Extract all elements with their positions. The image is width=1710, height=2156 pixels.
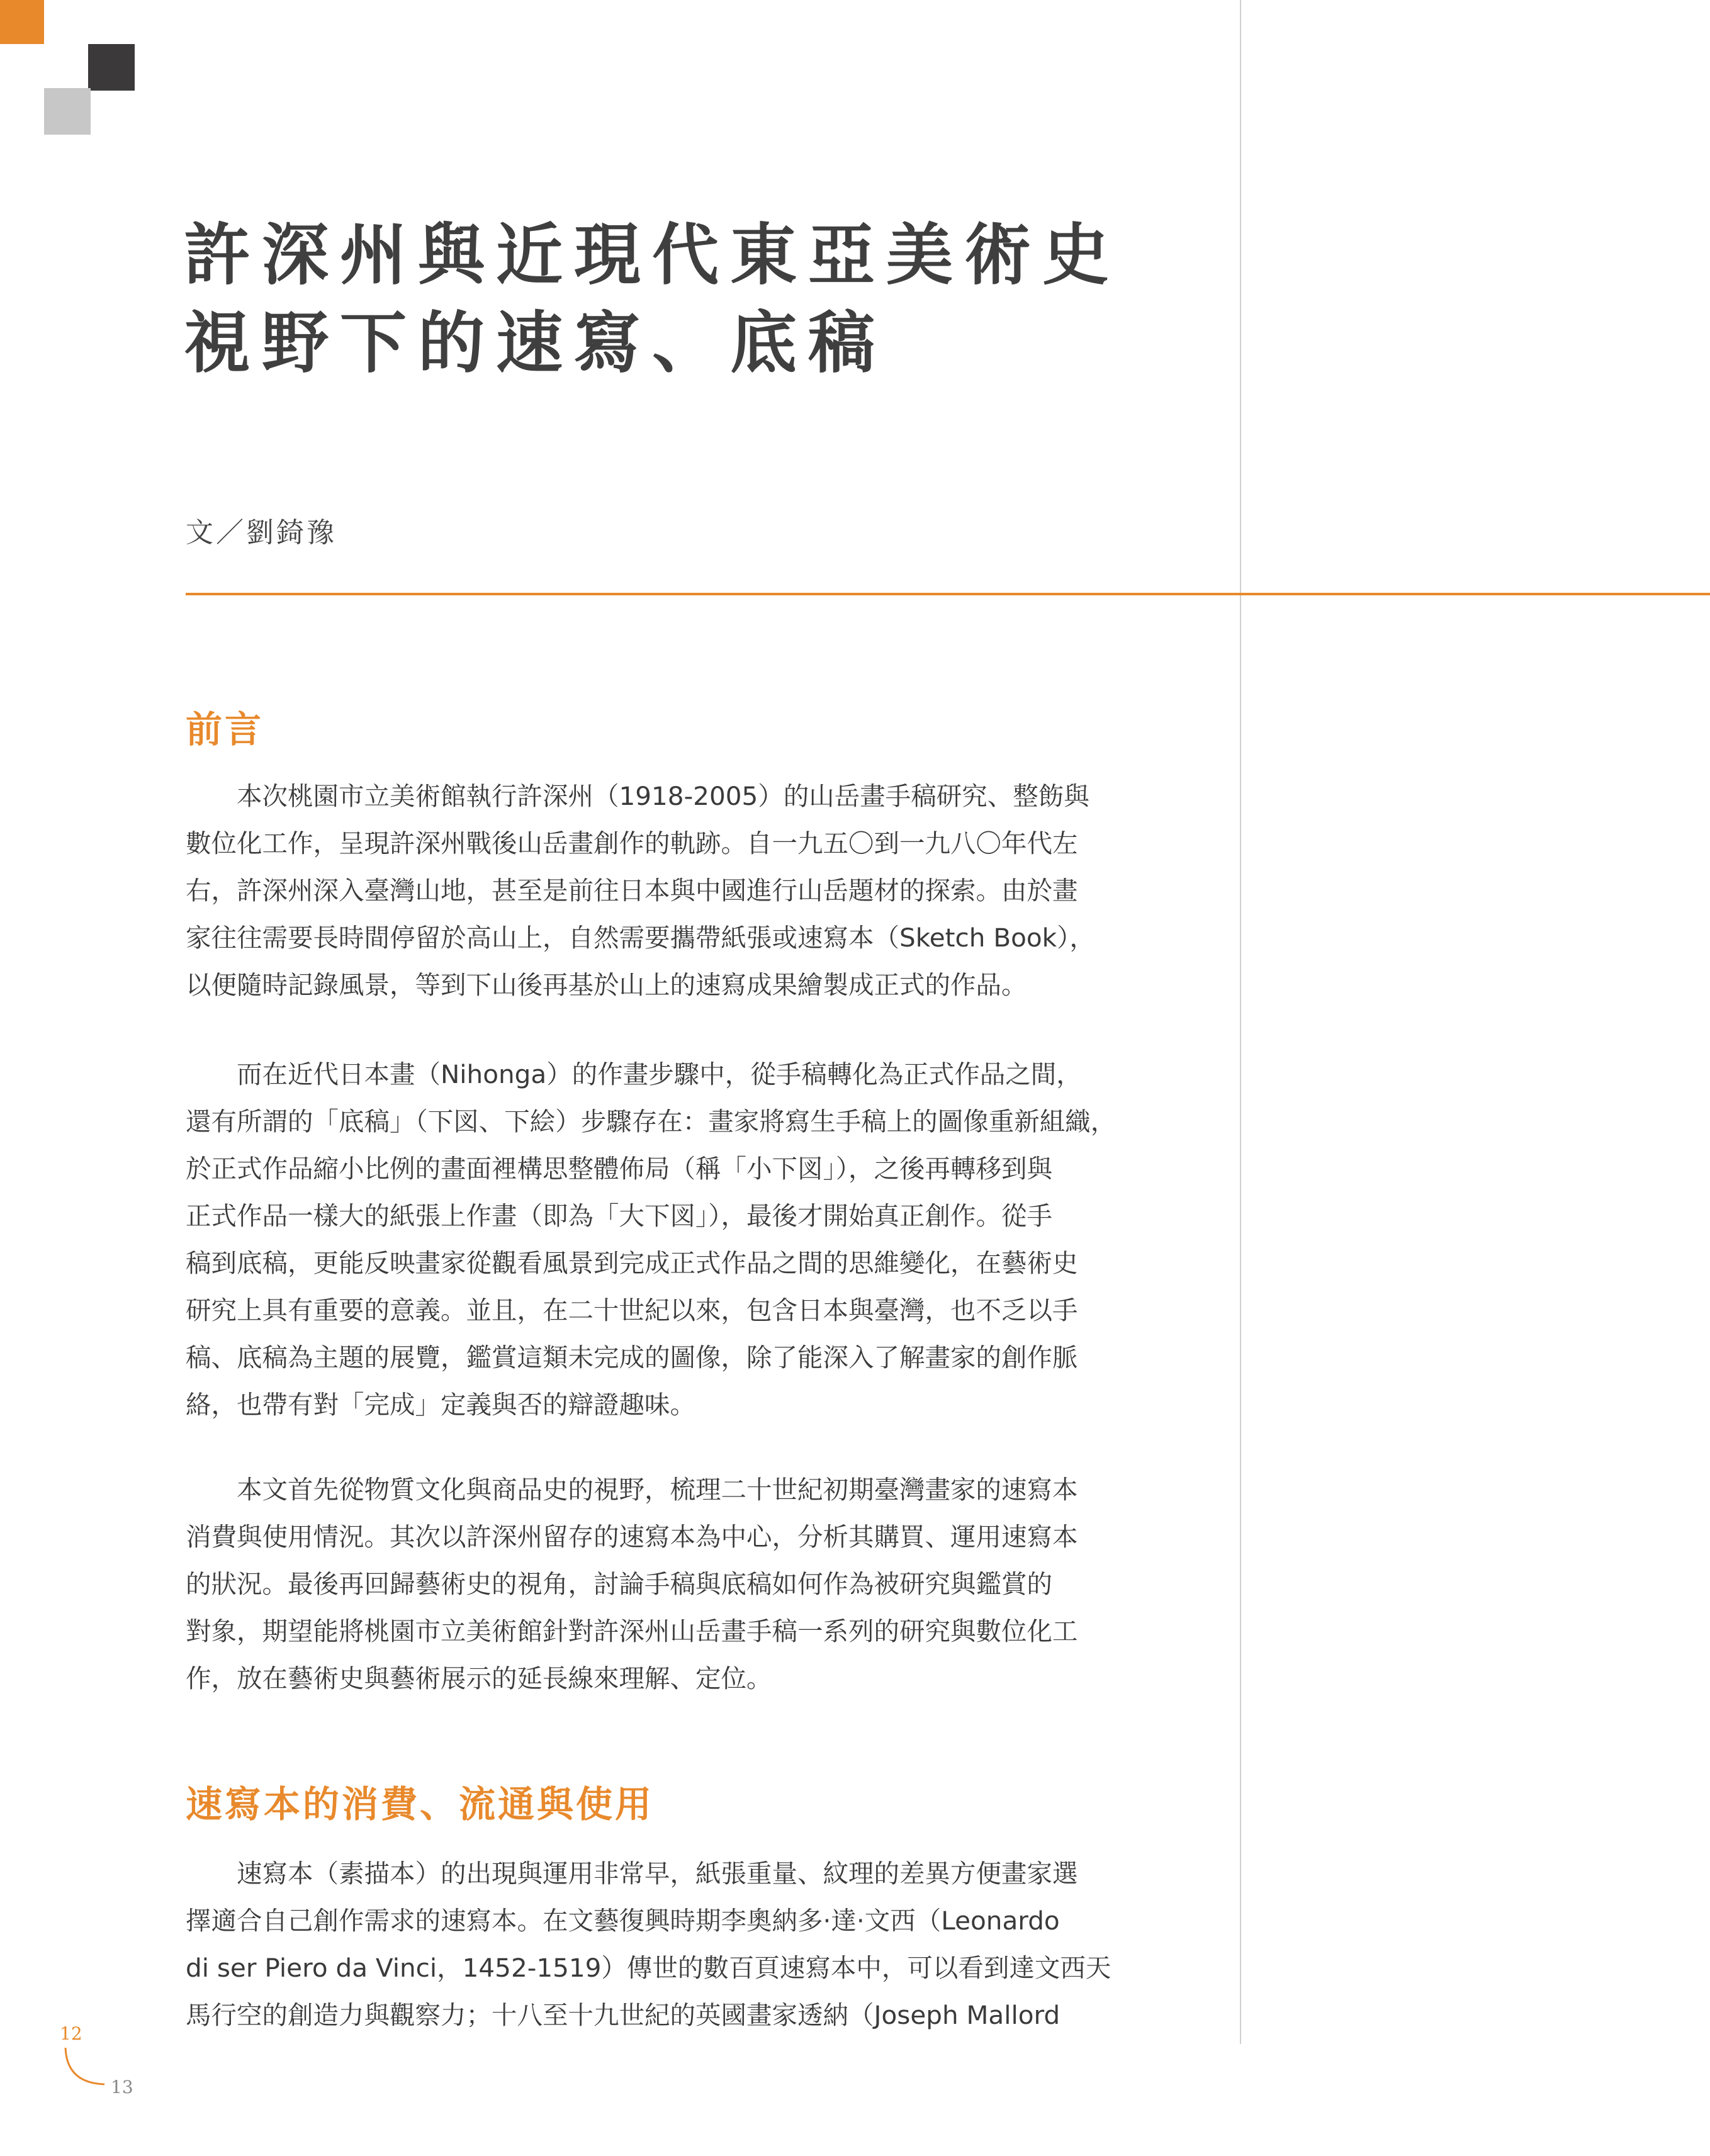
text-line: 作，放在藝術史與藝術展示的延長線來理解、定位。: [186, 1663, 772, 1693]
text-line: 絡，也帶有對「完成」定義與否的辯證趣味。: [186, 1390, 695, 1420]
text-line: 稿、底稿為主題的展覽，鑑賞這類未完成的圖像，除了能深入了解畫家的創作脈: [186, 1342, 1078, 1373]
article-title-line-2: 視野下的速寫、底稿: [184, 303, 886, 382]
decorative-gray-square: [44, 88, 91, 135]
section-heading-sketchbook: 速寫本的消費、流通與使用: [186, 1783, 655, 1826]
paragraph-4: [186, 1850, 1190, 2039]
vertical-divider: [1240, 0, 1241, 2044]
text-line: 擇適合自己創作需求的速寫本。在文藝復興時期李奧納多·達·文西（Leonardo: [186, 1906, 1060, 1936]
text-line: 本次桃園市立美術館執行許深州（1918-2005）的山岳畫手稿研究、整飭與: [186, 781, 1089, 811]
text-line: 數位化工作，呈現許深州戰後山岳畫創作的軌跡。自一九五〇到一九八〇年代左: [186, 828, 1078, 858]
paragraph-2: [186, 1051, 1190, 1429]
text-line: 稿到底稿，更能反映畫家從觀看風景到完成正式作品之間的思維變化，在藝術史: [186, 1248, 1078, 1278]
text-line: 速寫本（素描本）的出現與運用非常早，紙張重量、紋理的差異方便畫家選: [186, 1858, 1078, 1889]
text-line: 對象，期望能將桃園市立美術館針對許深州山岳畫手稿一系列的研究與數位化工: [186, 1616, 1078, 1646]
text-line: 右，許深州深入臺灣山地，甚至是前往日本與中國進行山岳題材的探索。由於畫: [186, 875, 1078, 906]
text-line: 的狀況。最後再回歸藝術史的視角，討論手稿與底稿如何作為被研究與鑑賞的: [186, 1569, 1052, 1599]
title-underline-rule: [186, 593, 1710, 595]
paragraph-1: [186, 773, 1190, 1009]
page-number-arc: [63, 2047, 107, 2091]
text-line: di ser Piero da Vinci，1452-1519）傳世的數百頁速寫本中，可以看到達文西天: [186, 1953, 1111, 1983]
text-line: 還有所謂的「底稿」（下図、下絵）步驟存在：畫家將寫生手稿上的圖像重新組織，: [186, 1106, 1117, 1137]
text-line: 消費與使用情況。其次以許深州留存的速寫本為中心，分析其購買、運用速寫本: [186, 1522, 1078, 1552]
decorative-orange-square: [0, 0, 44, 44]
text-line: 正式作品一樣大的紙張上作畫（即為「大下図」），最後才開始真正創作。從手: [186, 1201, 1052, 1231]
article-title-line-1: 許深州與近現代東亞美術史: [184, 215, 1120, 294]
section-heading-preface: 前言: [186, 708, 264, 751]
article-title: [184, 211, 1120, 387]
text-line: 本文首先從物質文化與商品史的視野，梳理二十世紀初期臺灣畫家的速寫本: [186, 1474, 1078, 1505]
text-line: 馬行空的創造力與觀察力；十八至十九世紀的英國畫家透納（Joseph Mallord: [186, 2000, 1060, 2030]
text-line: 而在近代日本畫（Nihonga）的作畫步驟中，從手稿轉化為正式作品之間，: [186, 1059, 1082, 1089]
decorative-dark-square: [88, 44, 135, 91]
paragraph-3: [186, 1466, 1190, 1702]
author-byline: 文／劉錡豫: [186, 517, 337, 549]
text-line: 家往往需要長時間停留於高山上，自然需要攜帶紙張或速寫本（Sketch Book），: [186, 923, 1095, 953]
text-line: 研究上具有重要的意義。並且，在二十世紀以來，包含日本與臺灣，也不乏以手: [186, 1295, 1078, 1325]
page-number-right: 13: [111, 2077, 133, 2097]
text-line: 於正式作品縮小比例的畫面裡構思整體佈局（稱「小下図」），之後再轉移到與: [186, 1154, 1052, 1184]
text-line: 以便隨時記錄風景，等到下山後再基於山上的速寫成果繪製成正式的作品。: [186, 970, 1027, 1000]
page-number-left: 12: [60, 2023, 82, 2044]
